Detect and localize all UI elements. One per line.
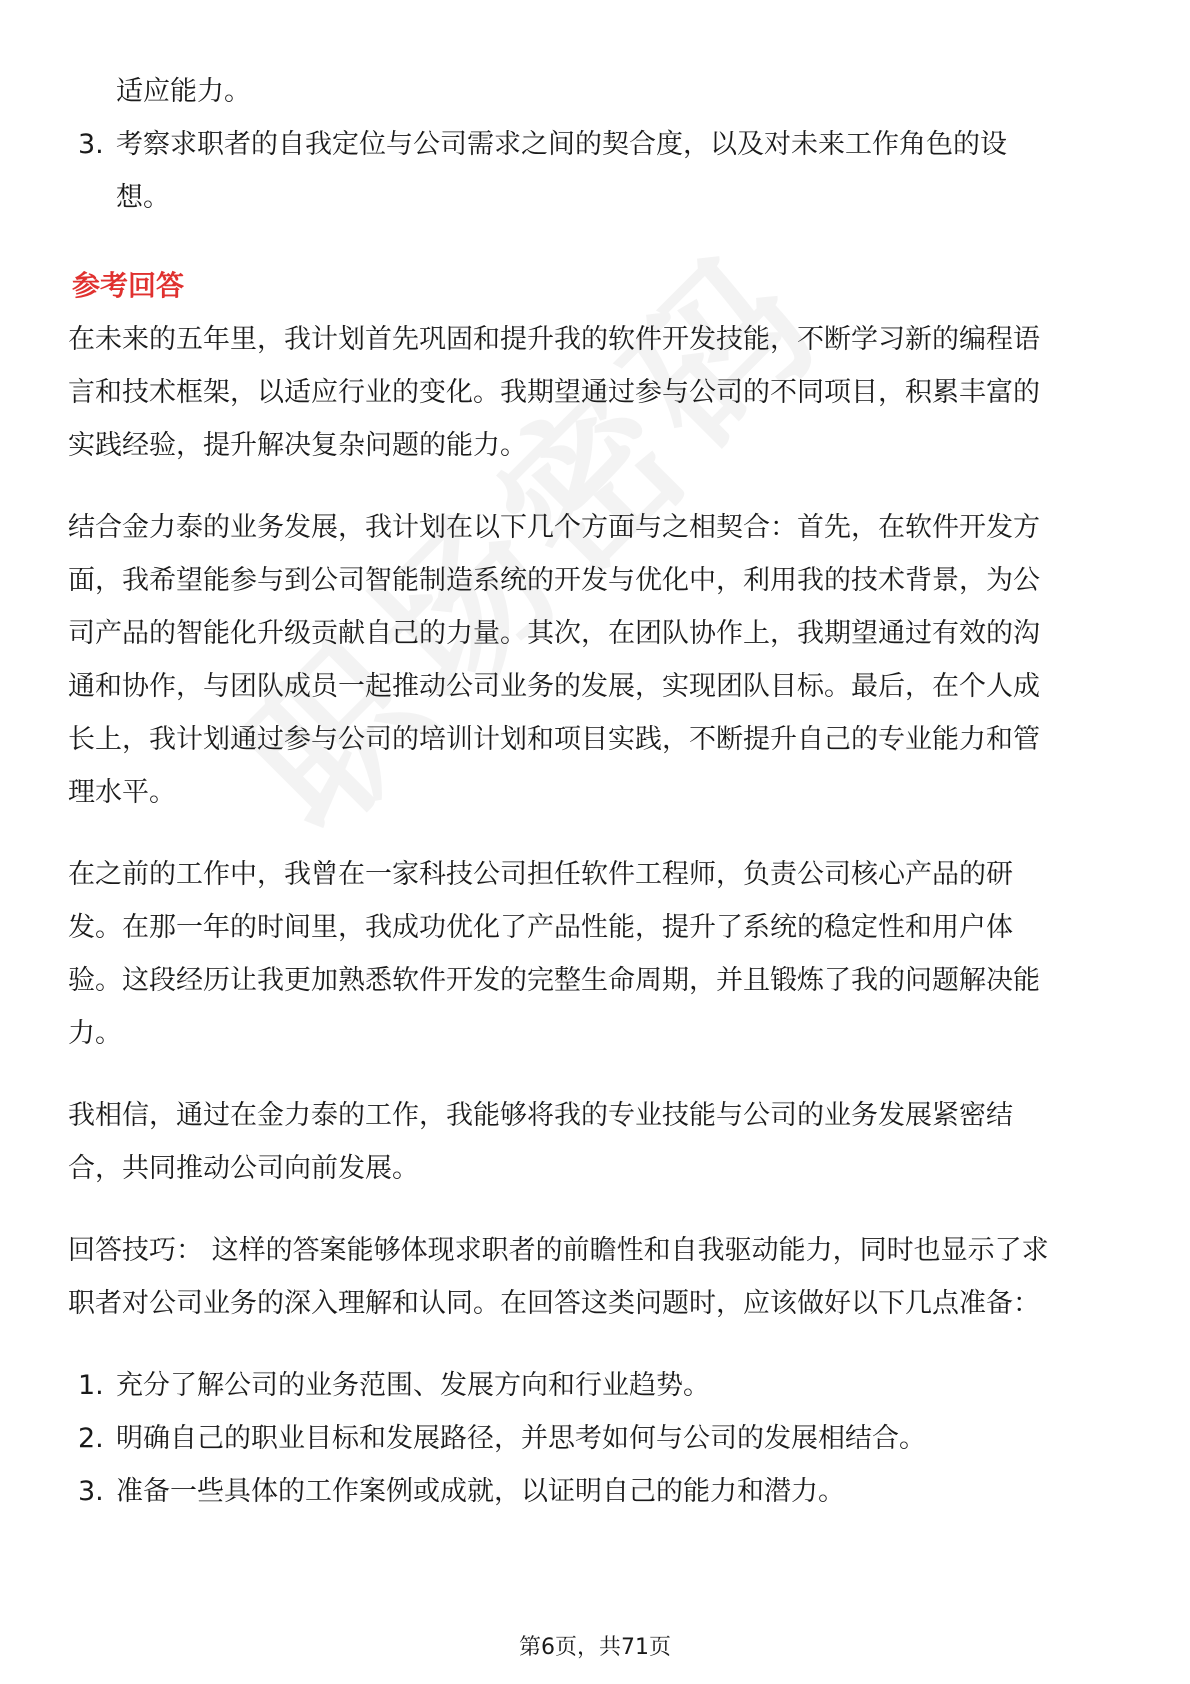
- paragraph-3-line: 在之前的工作中，我曾在一家科技公司担任软件工程师，负责公司核心产品的研: [68, 859, 1013, 890]
- paragraph-3-line: 发。在那一年的时间里，我成功优化了产品性能，提升了系统的稳定性和用户体: [68, 912, 1013, 943]
- paragraph-2-line: 面，我希望能参与到公司智能制造系统的开发与优化中，利用我的技术背景，为公: [68, 565, 1040, 596]
- tip-2-text: 明确自己的职业目标和发展路径，并思考如何与公司的发展相结合。: [116, 1423, 926, 1454]
- paragraph-1-line: 实践经验，提升解决复杂问题的能力。: [68, 430, 527, 461]
- section-heading: 参考回答: [72, 269, 185, 302]
- paragraph-3-line: 力。: [68, 1018, 122, 1049]
- list-item-3-number: 3.: [78, 129, 104, 160]
- paragraph-3-line: 验。这段经历让我更加熟悉软件开发的完整生命周期，并且锻炼了我的问题解决能: [68, 965, 1040, 996]
- tip-2-number: 2.: [78, 1423, 104, 1454]
- paragraph-2-line: 结合金力泰的业务发展，我计划在以下几个方面与之相契合：首先，在软件开发方: [68, 512, 1040, 543]
- list-item-2-tail: 适应能力。: [116, 76, 251, 107]
- paragraph-4-line: 我相信，通过在金力泰的工作，我能够将我的专业技能与公司的业务发展紧密结: [68, 1100, 1013, 1131]
- answer-tips-line: 职者对公司业务的深入理解和认同。在回答这类问题时，应该做好以下几点准备：: [68, 1288, 1040, 1319]
- tip-3-number: 3.: [78, 1476, 104, 1507]
- paragraph-1-line: 言和技术框架，以适应行业的变化。我期望通过参与公司的不同项目，积累丰富的: [68, 377, 1040, 408]
- list-item-3-line-2: 想。: [116, 182, 170, 213]
- paragraph-2-line: 通和协作，与团队成员一起推动公司业务的发展，实现团队目标。最后，在个人成: [68, 671, 1040, 702]
- paragraph-2-line: 理水平。: [68, 777, 176, 808]
- paragraph-1-line: 在未来的五年里，我计划首先巩固和提升我的软件开发技能，不断学习新的编程语: [68, 324, 1040, 355]
- answer-tips-line: 回答技巧： 这样的答案能够体现求职者的前瞻性和自我驱动能力，同时也显示了求: [68, 1235, 1049, 1266]
- list-item-3-line-1: 考察求职者的自我定位与公司需求之间的契合度，以及对未来工作角色的设: [116, 129, 1007, 160]
- tip-1-text: 充分了解公司的业务范围、发展方向和行业趋势。: [116, 1370, 710, 1401]
- paragraph-2-line: 长上，我计划通过参与公司的培训计划和项目实践，不断提升自己的专业能力和管: [68, 724, 1040, 755]
- paragraph-4-line: 合，共同推动公司向前发展。: [68, 1153, 419, 1184]
- paragraph-2-line: 司产品的智能化升级贡献自己的力量。其次，在团队协作上，我期望通过有效的沟: [68, 618, 1040, 649]
- tip-3-text: 准备一些具体的工作案例或成就，以证明自己的能力和潜力。: [116, 1476, 845, 1507]
- tip-1-number: 1.: [78, 1370, 104, 1401]
- page-footer: 第6页，共71页: [519, 1635, 671, 1660]
